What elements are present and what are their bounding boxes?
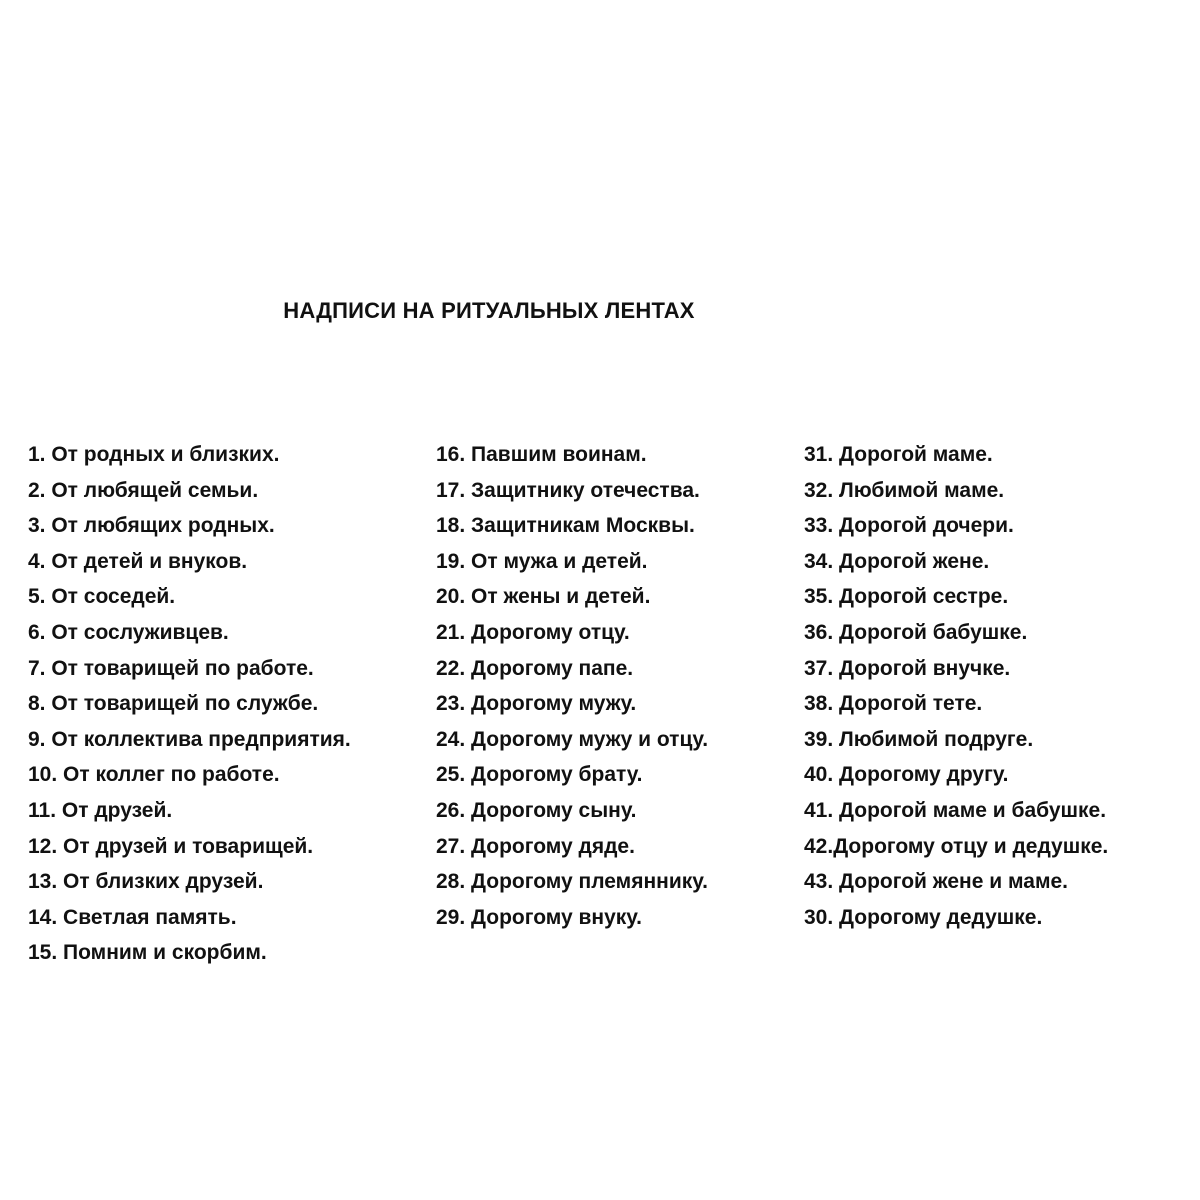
list-item: 12. От друзей и товарищей. <box>28 834 314 858</box>
list-item: 23. Дорогому мужу. <box>436 692 637 716</box>
list-item: 8. От товарищей по службе. <box>28 692 319 716</box>
list-item: 4. От детей и внуков. <box>28 549 248 573</box>
list-item: 21. Дорогому отцу. <box>436 620 630 644</box>
list-item: 13. От близких друзей. <box>28 870 264 894</box>
list-item: 26. Дорогому сыну. <box>436 798 637 822</box>
list-item: 33. Дорогой дочери. <box>804 514 1014 538</box>
list-item: 25. Дорогому брату. <box>436 763 643 787</box>
list-item: 39. Любимой подруге. <box>804 727 1034 751</box>
list-item: 11. От друзей. <box>28 798 173 822</box>
list-item: 19. От мужа и детей. <box>436 549 648 573</box>
list-item: 15. Помним и скорбим. <box>28 941 267 965</box>
list-item: 30. Дорогому дедушке. <box>804 905 1043 929</box>
list-item: 36. Дорогой бабушке. <box>804 620 1028 644</box>
list-item: 27. Дорогому дяде. <box>436 834 635 858</box>
list-item: 28. Дорогому племяннику. <box>436 870 708 894</box>
list-item: 14. Светлая память. <box>28 905 237 929</box>
list-item: 32. Любимой маме. <box>804 478 1005 502</box>
list-item: 3. От любящих родных. <box>28 514 275 538</box>
list-item: 31. Дорогой маме. <box>804 443 993 466</box>
list-item: 22. Дорогому папе. <box>436 656 634 680</box>
list-item: 40. Дорогому другу. <box>804 763 1009 787</box>
document-title: НАДПИСИ НА РИТУАЛЬНЫХ ЛЕНТАХ <box>283 298 695 323</box>
list-item: 16. Павшим воинам. <box>436 443 647 466</box>
inscription-column-3 <box>804 437 1108 935</box>
list-item: 42.Дорогому отцу и дедушке. <box>804 834 1109 858</box>
list-item: 43. Дорогой жене и маме. <box>804 870 1068 894</box>
list-item: 5. От соседей. <box>28 585 176 609</box>
list-item: 6. От сослуживцев. <box>28 620 229 644</box>
list-item: 9. От коллектива предприятия. <box>28 727 351 751</box>
list-item: 2. От любящей семьи. <box>28 478 259 502</box>
list-item: 37. Дорогой внучке. <box>804 656 1011 680</box>
list-item: 24. Дорогому мужу и отцу. <box>436 727 709 751</box>
list-item: 38. Дорогой тете. <box>804 692 983 716</box>
list-item: 10. От коллег по работе. <box>28 763 280 787</box>
list-item: 1. От родных и близких. <box>28 443 280 466</box>
inscription-column-2 <box>436 437 708 935</box>
list-item: 20. От жены и детей. <box>436 585 651 609</box>
list-item: 35. Дорогой сестре. <box>804 585 1009 609</box>
list-item: 41. Дорогой маме и бабушке. <box>804 798 1107 822</box>
list-item: 34. Дорогой жене. <box>804 549 990 573</box>
list-item: 7. От товарищей по работе. <box>28 656 314 680</box>
list-item: 18. Защитникам Москвы. <box>436 514 695 538</box>
list-item: 17. Защитнику отечества. <box>436 478 700 502</box>
inscription-column-1 <box>28 437 351 971</box>
list-item: 29. Дорогому внуку. <box>436 905 642 929</box>
